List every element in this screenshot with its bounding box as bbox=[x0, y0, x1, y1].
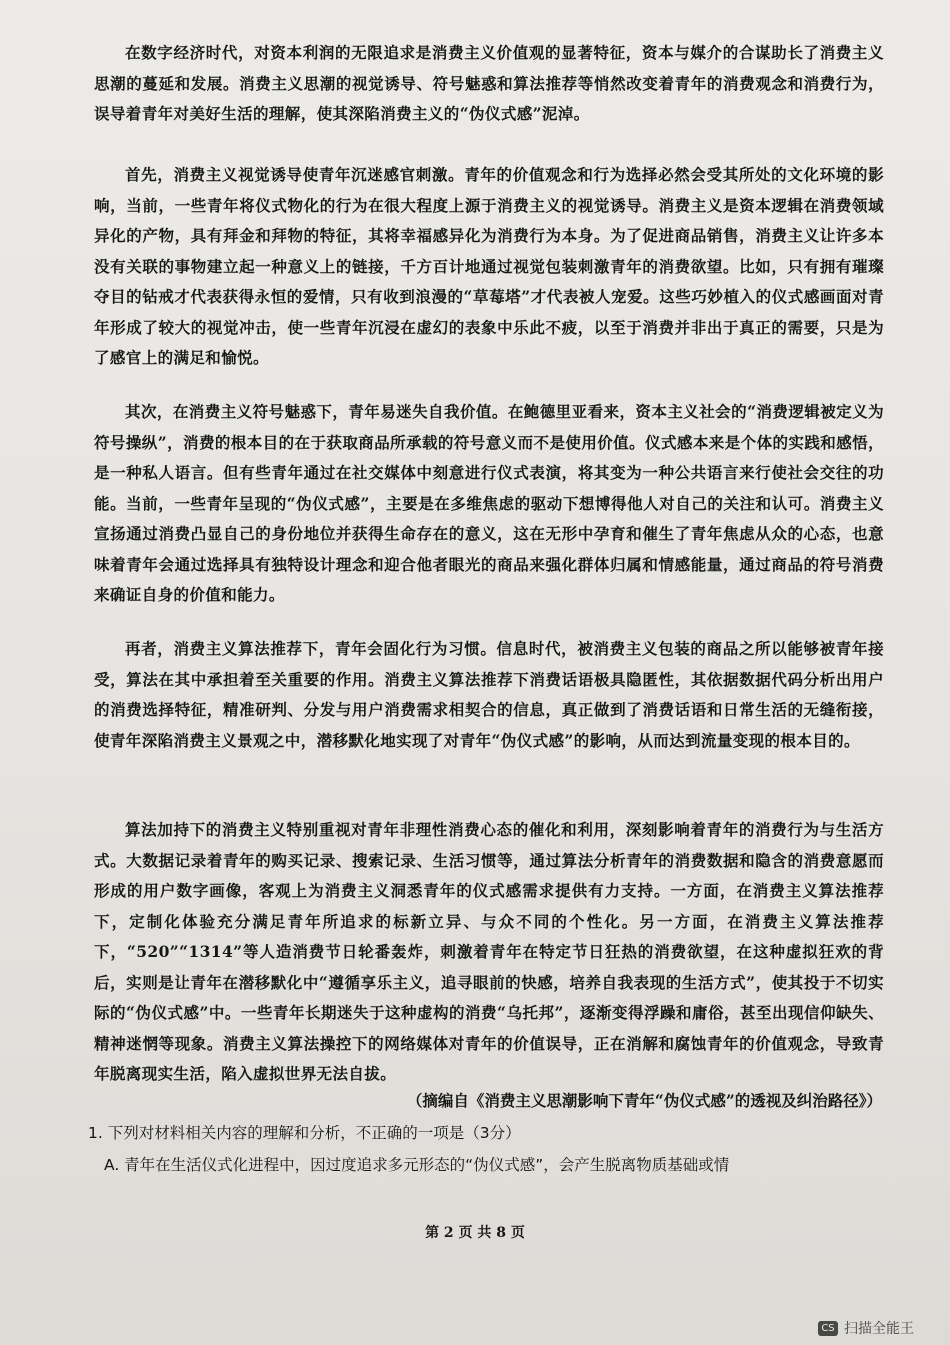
watermark-text: 扫描全能王 bbox=[844, 1321, 914, 1337]
paragraph-2: 首先，消费主义视觉诱导使青年沉迷感官刺激。青年的价值观念和行为选择必然会受其所处的文化环境的影响，当前，一些青年将仪式物化的行为在很大程度上源于消费主义的视觉诱导。消费主义是资本逻辑在消费领域异化的产物，具有拜金和拜物的特征，其将幸福感异化为消费行为本身。为了促进商品销售，消费主义让许多本没有关联的事物建立起一种意义上的链接，千方百计地通过视觉包装刺激青年的消费欲望。比如，只有拥有璀璨夺目的钻戒才代表获得永恒的爱情，只有收到浪漫的“草莓塔”才代表被人宠爱。这些巧妙植入的仪式感画面对青年形成了较大的视觉冲击，使一些青年沉浸在虚幻的表象中乐此不疲，以至于消费并非出于真正的需要，只是为了感官上的满足和愉悦。 bbox=[94, 165, 884, 367]
page-number: 第 2 页 共 8 页 bbox=[425, 1225, 525, 1241]
source-citation: （摘编自《消费主义思潮影响下青年“伪仪式感”的透视及纠治路径》） bbox=[406, 1091, 882, 1110]
paragraph-3: 其次，在消费主义符号魅惑下，青年易迷失自我价值。在鲍德里亚看来，资本主义社会的“消费逻辑被定义为符号操纵”，消费的根本目的在于获取商品所承载的符号意义而不是使用价值。仪式感本来是个体的实践和感悟，是一种私人语言。但有些青年通过在社交媒体中刻意进行仪式表演，将其变为一种公共语言来行使社会交往的功能。当前，一些青年呈现的“伪仪式感”，主要是在多维焦虑的驱动下想博得他人对自己的关注和认可。消费主义宣扬通过消费凸显自己的身份地位并获得生命存在的意义，这在无形中孕育和催生了青年焦虑从众的心态，也意味着青年会通过选择具有独特设计理念和迎合他者眼光的商品来强化群体归属和情感能量，通过商品的符号消费来确证自身的价值和能力。 bbox=[94, 402, 884, 604]
scanner-watermark bbox=[818, 1318, 914, 1338]
question-1: 1. 下列对材料相关内容的理解和分析，不正确的一项是（3分） bbox=[88, 1124, 521, 1142]
paragraph-1: 在数字经济时代，对资本利润的无限追求是消费主义价值观的显著特征，资本与媒介的合谋助长了消费主义思潮的蔓延和发展。消费主义思潮的视觉诱导、符号魅惑和算法推荐等悄然改变着青年的消费观念和消费行为，误导着青年对美好生活的理解，使其深陷消费主义的“伪仪式感”泥淖。 bbox=[94, 43, 884, 123]
paragraph-4: 再者，消费主义算法推荐下，青年会固化行为习惯。信息时代，被消费主义包装的商品之所以能够被青年接受，算法在其中承担着至关重要的作用。消费主义算法推荐下消费话语极具隐匿性，其依据数据代码分析出用户的消费选择特征，精准研判、分发与用户消费需求相契合的信息，真正做到了消费话语和日常生活的无缝衔接，使青年深陷消费主义景观之中，潜移默化地实现了对青年“伪仪式感”的影响，从而达到流量变现的根本目的。 bbox=[94, 639, 884, 750]
paragraph-5: 算法加持下的消费主义特别重视对青年非理性消费心态的催化和利用，深刻影响着青年的消费行为与生活方式。大数据记录着青年的购买记录、搜索记录、生活习惯等，通过算法分析青年的消费数据和隐含的消费意愿而形成的用户数字画像，客观上为消费主义洞悉青年的仪式感需求提供有力支持。一方面，在消费主义算法推荐下，定制化体验充分满足青年所追求的标新立异、与众不同的个性化。另一方面，在消费主义算法推荐下，“520”“1314”等人造消费节日轮番轰炸，刺激着青年在特定节日狂热的消费欲望，在这种虚拟狂欢的背后，实则是让青年在潜移默化中“遵循享乐主义，追寻眼前的快感，培养自我表现的生活方式”，使其投于不切实际的“伪仪式感”中。一些青年长期迷失于这种虚构的消费“乌托邦”，逐渐变得浮躁和庸俗，甚至出现信仰缺失、精神迷惘等现象。消费主义算法操控下的网络媒体对青年的价值误导，正在消解和腐蚀青年的价值观念，导致青年脱离现实生活，陷入虚拟世界无法自拔。 bbox=[94, 820, 884, 1083]
camscanner-icon: CS bbox=[818, 1321, 838, 1336]
option-a: A. 青年在生活仪式化进程中，因过度追求多元形态的“伪仪式感”，会产生脱离物质基础或情 bbox=[104, 1156, 730, 1174]
